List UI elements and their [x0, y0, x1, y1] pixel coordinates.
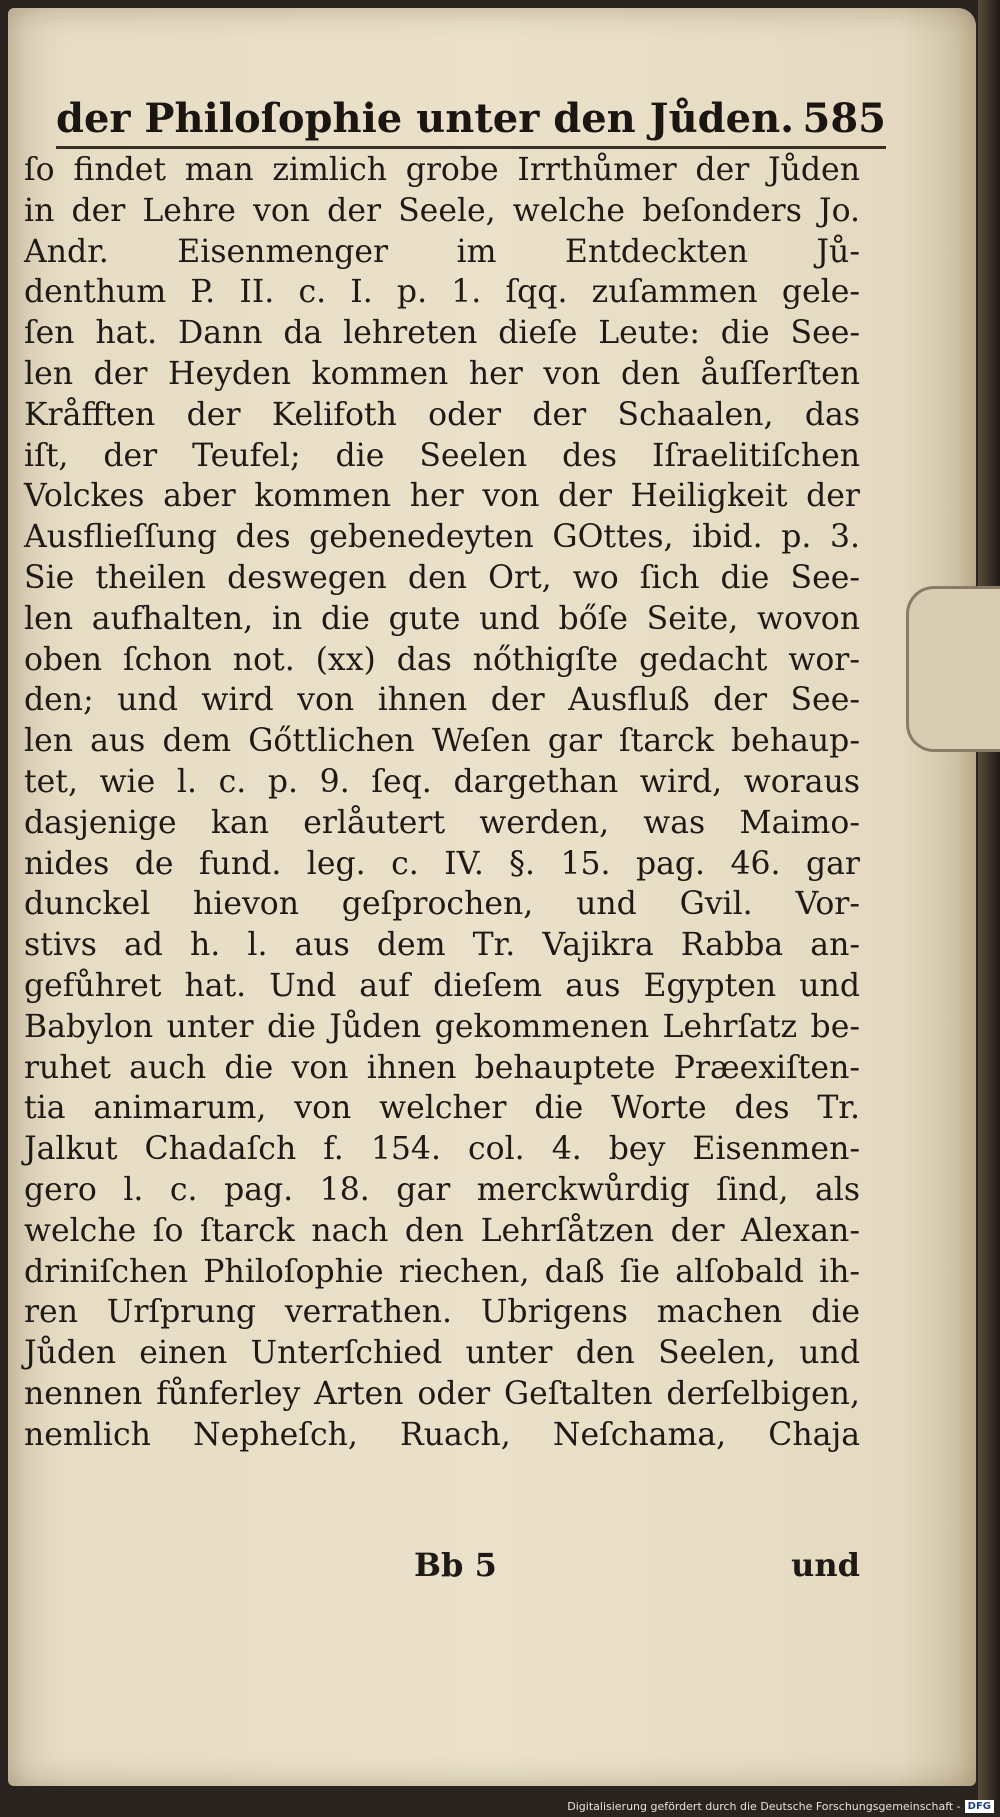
text-line: stivs ad h. l. aus dem Tr. Vajikra Rabba an-: [24, 927, 860, 964]
catchword: und: [791, 1546, 860, 1584]
text-line: oben ſchon not. (xx) das nőthigſte gedacht wor-: [24, 641, 860, 678]
text-line: Sie theilen deswegen den Ort, wo ſich die See-: [24, 559, 860, 596]
text-line: nides de fund. leg. c. IV. §. 15. pag. 46. gar: [24, 845, 860, 882]
dfg-logo-badge: DFG: [965, 1800, 994, 1813]
text-line: ren Urſprung verrathen. Ubrigens machen die: [24, 1294, 860, 1331]
text-line: Andr. Eisenmenger im Entdeckten Jů-: [24, 233, 860, 270]
text-line: nennen fůnferley Arten oder Geſtalten derſelbigen,: [24, 1375, 860, 1412]
text-line: nemlich Nepheſch, Ruach, Neſchama, Chaja: [24, 1416, 860, 1453]
signature-mark: Bb 5: [414, 1546, 497, 1584]
text-line: len aufhalten, in die gute und bőſe Seite, wovon: [24, 600, 860, 637]
text-line: gefůhret hat. Und auf dieſem aus Egypten und: [24, 967, 860, 1004]
body-text: [24, 150, 860, 1456]
page-number: 585: [802, 95, 886, 142]
text-line: iſt, der Teufel; die Seelen des Iſraelitiſchen: [24, 437, 860, 474]
text-line: Jalkut Chadaſch f. 154. col. 4. bey Eisenmen-: [24, 1131, 860, 1168]
page-footer: [24, 1546, 860, 1592]
text-line: Jůden einen Unterſchied unter den Seelen, und: [24, 1335, 860, 1372]
text-line: Ausflieſſung des gebenedeyten GOttes, ibid. p. 3.: [24, 519, 860, 556]
book-spine-edge: [978, 0, 1000, 1800]
credit-text: Digitalisierung gefördert durch die Deutsche Forschungsgemeinschaft -: [567, 1800, 961, 1813]
page-tab-marker: [906, 586, 1000, 752]
text-line: in der Lehre von der Seele, welche beſonders Jo.: [24, 192, 860, 229]
text-line: ſo findet man zimlich grobe Irrthůmer der Jůden: [24, 152, 860, 188]
text-line: dunckel hievon geſprochen, und Gvil. Vor-: [24, 886, 860, 923]
text-line: len aus dem Gőttlichen Weſen gar ſtarck behaup-: [24, 723, 860, 760]
text-line: tet, wie l. c. p. 9. ſeq. dargethan wird, woraus: [24, 763, 860, 800]
text-line: driniſchen Philoſophie riechen, daß ſie alſobald ih-: [24, 1253, 860, 1290]
digitization-credit: [567, 1800, 994, 1813]
text-line: dasjenige kan erlåutert werden, was Maimo-: [24, 804, 860, 841]
running-title: der Philoſophie unter den Jůden.: [56, 95, 795, 142]
text-line: ſen hat. Dann da lehreten dieſe Leute: die See-: [24, 315, 860, 352]
text-line: gero l. c. pag. 18. gar merckwůrdig ſind, als: [24, 1171, 860, 1208]
text-line: ruhet auch die von ihnen behauptete Præexiſten-: [24, 1049, 860, 1086]
text-line: den; und wird von ihnen der Ausfluß der See-: [24, 682, 860, 719]
text-line: Kråfften der Kelifoth oder der Schaalen, das: [24, 396, 860, 433]
text-line: tia animarum, von welcher die Worte des Tr.: [24, 1090, 860, 1127]
text-line: len der Heyden kommen her von den åuſſerſten: [24, 355, 860, 392]
text-line: Babylon unter die Jůden gekommenen Lehrſatz be-: [24, 1008, 860, 1045]
text-line: Volckes aber kommen her von der Heiligkeit der: [24, 478, 860, 515]
text-line: denthum P. II. c. I. p. 1. ſqq. zuſammen gele-: [24, 274, 860, 311]
running-header: [56, 72, 886, 149]
text-line: welche ſo ſtarck nach den Lehrſåtzen der Alexan-: [24, 1212, 860, 1249]
